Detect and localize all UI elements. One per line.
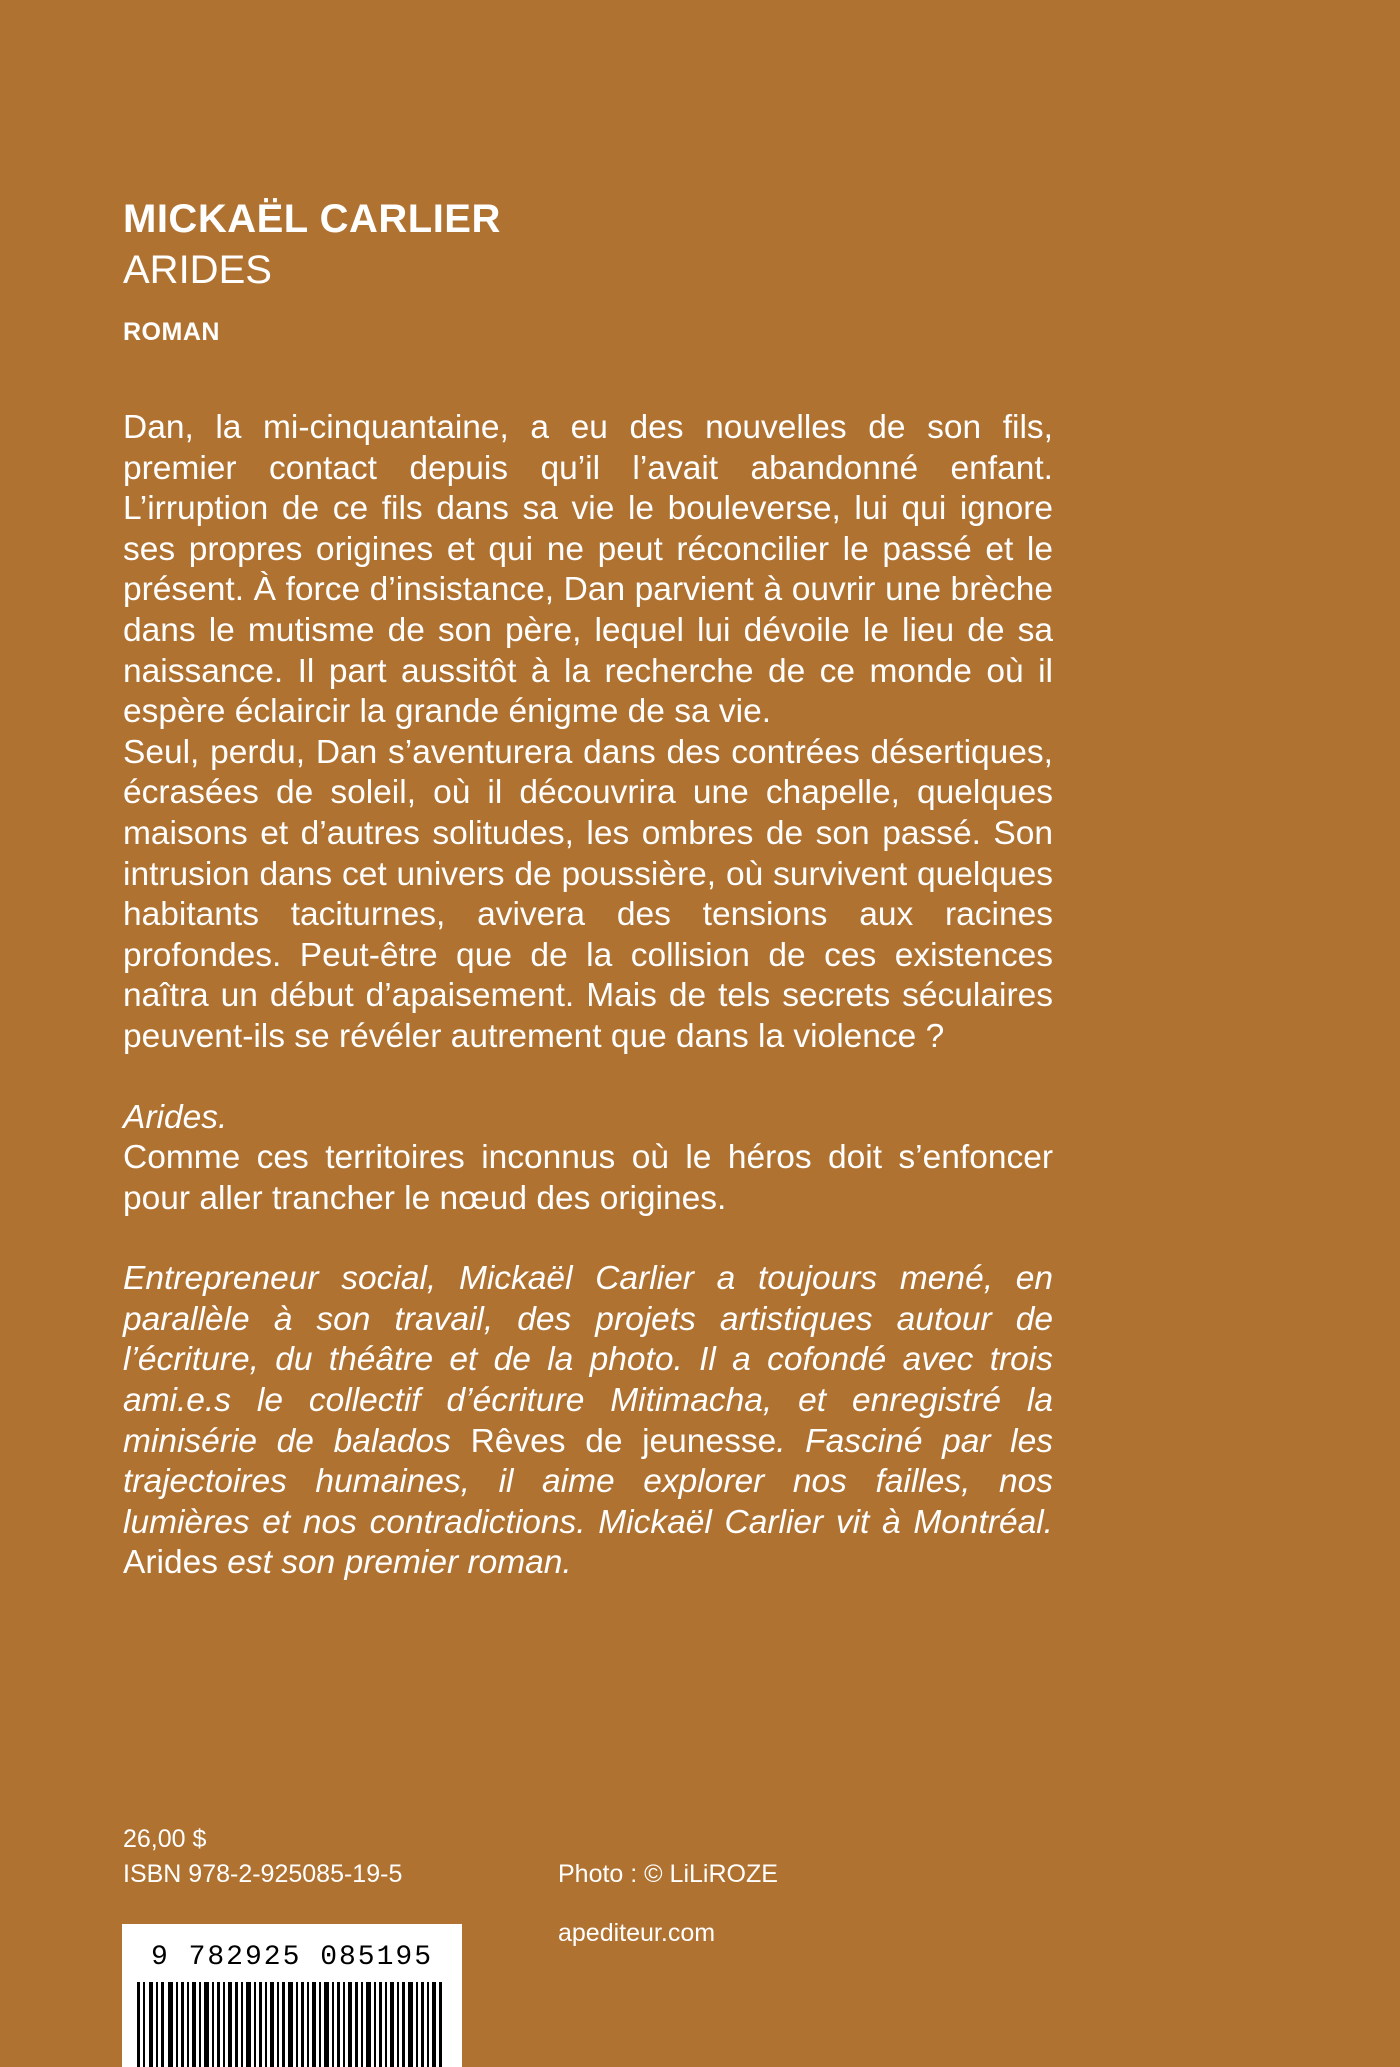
author-bio xyxy=(123,1259,1053,1584)
bio-text-3: est son premier roman. xyxy=(217,1544,572,1582)
barcode-bars-icon xyxy=(137,1982,447,2067)
photo-credit: Photo : © LiLiROZE xyxy=(558,1860,778,1888)
bio-podcast-title: Rêves de jeunesse xyxy=(470,1422,777,1460)
back-cover-text xyxy=(123,408,1053,1584)
publisher-website: apediteur.com xyxy=(558,1919,716,1947)
isbn: ISBN 978-2-925085-19-5 xyxy=(123,1860,403,1888)
bio-text-2: . Fasciné par les trajectoires humaines, il aime explorer nos failles, nos lumières et nos contradictions. Mickaël Carlier vit à Montréal. xyxy=(123,1422,1053,1541)
bio-text-1: Entrepreneur social, Mickaël Carlier a toujours mené, en parallèle à son travail, des projets artistiques autour de l’écriture, du théâtre et de la photo. Il a cofondé avec trois ami.e.s le collectif d’écriture Mitimacha, et enregistré la minisérie de balados xyxy=(123,1260,1053,1460)
summary-paragraph-2: Seul, perdu, Dan s’aventurera dans des contrées désertiques, écrasées de soleil, où il découvrira une chapelle, quelques maisons et d’autres solitudes, les ombres de son passé. Son intrusion dans cet univers de poussière, où survivent quelques habitants taciturnes, avivera des tensions aux racines profondes. Peut-être que de la collision de ces existences naîtra un début d’apaisement. Mais de tels secrets séculaires peuvent-ils se révéler autrement que dans la violence ? xyxy=(123,733,1053,1055)
barcode-digits: 9 782925 085195 xyxy=(150,1942,434,1973)
tagline: Comme ces territoires inconnus où le héros doit s’enfoncer pour aller trancher le nœud des origines. xyxy=(123,1139,1053,1217)
isbn-barcode xyxy=(122,1924,462,2067)
price: 26,00 $ xyxy=(123,1825,207,1853)
book-title: ARIDES xyxy=(123,248,272,292)
summary-paragraph-1: Dan, la mi-cinquantaine, a eu des nouvelles de son fils, premier contact depuis qu’il l’avait abandonné enfant. L’irruption de ce fils dans sa vie le bouleverse, lui qui ignore ses propres origines et qui ne peut réconcilier le passé et le présent. À force d’insistance, Dan parvient à ouvrir une brèche dans le mutisme de son père, lequel lui dévoile le lieu de sa naissance. Il part aussitôt à la recherche de ce monde où il espère éclaircir la grande énigme de sa vie. xyxy=(123,409,1053,731)
author-name: MICKAËL CARLIER xyxy=(123,197,501,241)
tagline-title: Arides. xyxy=(123,1098,228,1136)
genre-label: ROMAN xyxy=(123,318,220,346)
bio-book-title: Arides xyxy=(123,1544,218,1582)
